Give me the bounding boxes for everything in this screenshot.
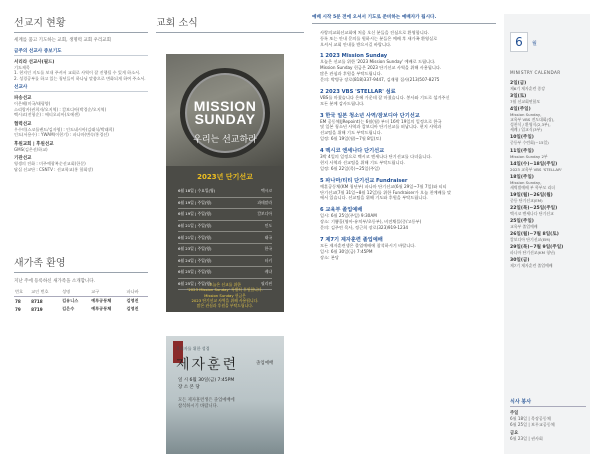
schedule-date: 6월 23일 | 주일(영) (178, 246, 212, 252)
schedule-date: 6월 25일 | 주일(영) (178, 281, 212, 287)
news-item-title: 3 한국 일본 청소년 사역/잠보디아 단기선교 (320, 112, 420, 119)
news-item-line: 장소: 기쁨홀(영아-유치부/초등부), 비전채플(중/고등부) (320, 219, 422, 225)
news-item (320, 147, 496, 172)
welcome-section (14, 254, 148, 313)
table-cell: 김은수 (62, 306, 75, 311)
calendar-event-date: 26일(월)~7월 8일(토) (510, 232, 559, 238)
calendar-event (510, 134, 586, 145)
calendar-event-line: 새벽별예배 부 학부모 리더 (510, 184, 556, 190)
news-item-line: 에서 있습니다. 선교팀을 위해 기도와 후원을 부탁드립니다. (320, 195, 428, 201)
news-item-title: 1 2023 Mission Sunday (320, 53, 388, 60)
mission-block-line: 기도제목 (14, 64, 30, 70)
schedule-place: 멕시코 (260, 188, 272, 194)
poster2-bottom-2: 참석하시기 바랍니다. (178, 404, 219, 410)
schedule-row (178, 232, 272, 244)
calendar-event-date: 29일(목)~7월 9일(주일) (510, 245, 564, 251)
poster-title (166, 100, 284, 126)
schedule-date: 6월 18일 | 수요일(영) (178, 188, 216, 194)
schedule-place: 케냐 (264, 269, 272, 275)
calendar-event (510, 174, 586, 190)
calendar-event-line: 2023 교육부 VBS 'STELLAR' (510, 166, 562, 172)
news-intro-line: 등록 또는 안내 문의를 원하시는 분들은 예배 후 새가족 환영실로 (320, 36, 438, 42)
poster2-bottom-1: 모든 제자훈련생은 졸업예배에 (178, 398, 235, 403)
schedule-row (178, 186, 272, 198)
calendar-event (510, 148, 586, 159)
news-item (320, 236, 496, 261)
welcome-col-header: 교인 번호 (30, 288, 61, 297)
poster-title-line2: SUNDAY (194, 111, 256, 127)
poster2-place: 장 소 본 당 (178, 384, 200, 390)
table-cell: 78 (15, 298, 21, 304)
welcome-col-header: 번호 (14, 288, 30, 297)
calendar-event-line: Mission Sunday, (510, 112, 542, 118)
news-item-line: 현지 사역과 선교팀을 위해 기도 부탁드립니다. (320, 159, 405, 165)
table-cell: 예루공동체 (91, 298, 112, 303)
news-item-line: VBS를 마쳤습니다 은혜 가운데 잘 마쳤습니다. 봉사와 기도로 섬겨주신 (320, 94, 450, 100)
poster2-small: 졸업예배 (256, 361, 274, 366)
schedule-place: 캄보디아 (257, 211, 272, 217)
calendar-events (510, 80, 586, 270)
poster-year: 2023년 단기선교 (197, 173, 253, 181)
table-cell: 79 (15, 306, 21, 312)
meal-groups (510, 410, 586, 442)
mission-block-label: 협력선교 (14, 121, 32, 127)
news-item-line: 예훈공동체(KM 청년부) 파나마 단기선교(6월 29일~7월 7일)와 티티 (320, 183, 447, 189)
calendar-event-line: 멕시코 엔세나다 단기선교 (510, 210, 554, 216)
poster2-info (178, 378, 234, 392)
mission-block-line: 이은혜(미국/태평양) (14, 101, 51, 107)
calendar-event (510, 161, 586, 172)
poster2-bottom (178, 398, 235, 411)
poster-schedule (178, 186, 272, 290)
table-cell: 김영진 (126, 306, 139, 311)
schedule-date: 6월 24일 | 주일(영) (178, 257, 212, 263)
calendar-event-date: 11일(주일) (510, 148, 534, 154)
meal-group-line: 6월 25일 | 보무교공동체 (510, 421, 555, 427)
news-item-line: 모든 제자훈련생은 졸업예배에 참석하시기 바랍니다. (320, 242, 416, 248)
calendar-title: MINISTRY CALENDAR (510, 70, 561, 75)
news-item-line: 선교팀을 위해 기도 부탁드립니다. (320, 130, 382, 136)
table-cell: 8718 (31, 298, 43, 304)
calendar-event-line: 제7기 제자훈련 졸업예배 (510, 263, 553, 269)
welcome-col-header: 파나바 (125, 288, 148, 297)
mission-block-label: 선교사 (14, 84, 148, 92)
news-items (320, 53, 496, 260)
calendar-event-date: 3일(토) (510, 94, 527, 100)
schedule-place: 터키 (264, 257, 272, 263)
month-label: 월 (532, 41, 537, 47)
meal-group-line: 6월 18일 | 목장공동체 (510, 416, 551, 421)
news-intro (320, 30, 496, 48)
welcome-col-header: 성명 (61, 288, 90, 297)
news-item-title: 4 멕시코 엔세나다 단기선교 (320, 148, 385, 155)
news-item-line: 오늘은 선교를 위한 '2023 Mission Sunday' 예배로 드립니다. (320, 59, 436, 65)
news-item (320, 177, 496, 202)
news-item-line: Mission Sunday 헌금은 2023 단기선교 사역을 위해 사용됩니다. (320, 65, 442, 71)
news-column (312, 14, 496, 454)
poster-foot-5: 많은 관심과 후원을 부탁드립니다. (196, 303, 254, 309)
mission-block-line: 영생의 전화 : 미주예광복순선교회(한문) (14, 161, 86, 167)
table-cell: 예루공동체 (91, 306, 112, 311)
poster-footer (166, 282, 284, 309)
meal-service (510, 398, 586, 442)
calendar-event-date: 18일(주일) (510, 174, 534, 180)
schedule-place: 태국 (264, 234, 272, 240)
poster-subtitle: 우리는 선교하라 (193, 135, 257, 145)
welcome-intro: 지난 주에 등록하신 새가족을 소개합니다. (14, 279, 96, 284)
news-item (320, 53, 496, 83)
news-item (320, 88, 496, 107)
calendar-event (510, 218, 586, 229)
calendar-event-line: 세례 / 입교식(3부) (510, 127, 542, 133)
mission-block-line: GMS(김은선/하교) (14, 146, 48, 152)
poster2-title: 제자훈련 (176, 357, 239, 373)
mission-block-line: 스리랑카(권희자/오지역) : 캄보디아(박경순/오지역) (14, 106, 107, 112)
news-item-line: 많은 관심과 후원을 부탁드립니다. (320, 71, 382, 77)
schedule-row (178, 209, 272, 221)
schedule-date: 6월 21일 | 주일(영) (178, 234, 212, 240)
news-item-title: 7 제7기 제자훈련 졸업예배 (320, 236, 383, 243)
calendar-event-date: 4일(주일) (510, 107, 531, 113)
news-item-line: 단기선교(7월 31일~8월 12일)를 위한 Fundraiser가 오늘 친예배를 맞 (320, 189, 452, 195)
poster2-header: 목회자를 위한 성경 (176, 346, 210, 351)
meal-group-line: 6월 23일 | 권사회 (510, 436, 543, 442)
schedule-place: 한국 (264, 246, 272, 252)
schedule-row (178, 198, 272, 210)
schedule-place: 인도 (264, 223, 272, 229)
mission-block-line: 2. 성경공부를 하고 있는 청년들이 하나님 말씀으로 변화되게 하여 주소서. (14, 75, 146, 81)
schedule-date: 6월 25일 | 주일(영) (178, 269, 212, 275)
calendar-event (510, 80, 586, 91)
calendar-event-date: 22일(목)~25일(주일) (510, 205, 558, 211)
news-item (320, 112, 496, 143)
schedule-place: 과테말라 (257, 199, 272, 205)
calendar-event (510, 231, 586, 242)
poster-foot-4: 2023 단기선교 사역을 위해 사용됩니다. (191, 297, 259, 303)
calendar-event-line: 중등부 수련회(~15일) (510, 140, 549, 146)
month-number: 6 (510, 32, 528, 52)
calendar-event-line: Mission Sunday, (510, 179, 542, 185)
calendar-event-date: 30일(금) (510, 258, 530, 264)
news-item-line: 문의: 박병규 장로(818)337-9447, 김재형 집사(213)507-8275 (320, 76, 440, 82)
calendar-event-date: 14일(수)~18일(주일) (510, 161, 558, 167)
calendar-event-line: 제6기 제자훈련 종강 (510, 86, 546, 91)
welcome-title: 새가족 환영 (14, 254, 148, 273)
welcome-table-header (14, 288, 148, 297)
schedule-row (178, 221, 272, 233)
news-item-title: 6 교육부 졸업예배 (320, 207, 363, 214)
schedule-row (178, 256, 272, 268)
poster-title-line1: MISSION (193, 98, 257, 114)
table-cell: 김유니스 (62, 298, 79, 303)
poster-foot-1: 오늘은 선교를 위한 (209, 282, 241, 287)
table-row (14, 297, 148, 306)
news-item-title: 5 파나마/티티 단기선교 Fundraiser (320, 177, 408, 184)
schedule-date: 6월 19일 | 주일(영) (178, 211, 212, 217)
news-item-title: 2 2023 VBS 'STELLAR' 섬료 (320, 88, 396, 95)
news-intro-line: 사랑의교회선교회에 처음 오신 분들을 진심으로 환영합니다. (320, 30, 430, 35)
mission-block-line: 1. 현지인 지도를 보내 주셔서 교회로 사역이 잘 진행될 수 있게 하소서. (14, 70, 141, 76)
calendar-event-date: 19일(월)~26일(월) (510, 192, 553, 198)
calendar-event-line: 중등 단기선교(EM) (510, 197, 543, 203)
news-item-line: EM 공동체(JRepoint)는 6월(월) 부터 16박 19일의 일정으로 한국 (320, 118, 442, 124)
calendar-event (510, 205, 586, 216)
mission-block-label: 서리라 선교사(필드) (14, 59, 55, 65)
calendar-event-line: 캄보디아 단기선교(EM) (510, 237, 551, 243)
mission-block-line: 멕시코(전형순) : 에티오피아(오에센) (14, 112, 80, 118)
calendar-event-line: Mission Sunday 2부 (510, 153, 548, 159)
discipleship-poster (166, 336, 284, 454)
calendar-event-date: 25일(주일) (510, 219, 534, 225)
schedule-date: 6월 21일 | 주일(영) (178, 223, 212, 229)
posters-column (156, 14, 304, 454)
welcome-table (14, 288, 148, 313)
news-item-line: 일정: 6월 19일(월)~7월 8일(토) (320, 136, 382, 142)
missions-column (14, 14, 148, 454)
mission-block-line: 우수미(스코틀랜드/김자영) : 인도네시아(김래식/박래희) (14, 126, 115, 132)
schedule-place: 필리핀 (260, 281, 272, 287)
news-item-line: 일시: 6월 25일(주일) 9:30AM (320, 213, 377, 219)
poster-foot-2: '2023 Mission Sunday' 특별히 후원합니다. (187, 287, 263, 293)
news-item-line: 장소: 본당 (320, 254, 339, 260)
poster-foot-3: Mission Sunday 헌금은 (204, 292, 246, 298)
mission-block-line: 답십 선교단 : CSNTV : 선교학교(홍 합회장) (14, 166, 93, 172)
calendar-event-date: 10일(주일) (510, 135, 534, 141)
news-item-line: 3박 4일의 일정으로 멕시코 엔세나다 단기선교를 다녀옵니다. (320, 154, 432, 160)
calendar-event-line: 교육부 VBS 전도대회(장), (510, 117, 555, 123)
calendar-event (510, 244, 586, 255)
calendar-event-line: 파나마 단기선교(KM 청년) (510, 250, 556, 256)
news-item (320, 206, 496, 231)
table-row (14, 305, 148, 313)
calendar-event (510, 106, 586, 132)
news-item-line: 일시: 6월 30일(금) 7:45PM (320, 248, 373, 254)
table-cell: 김영진 (126, 298, 139, 303)
welcome-table-body (14, 297, 148, 314)
mission-blocks (14, 59, 148, 173)
calendar-event-date: 2일(금) (510, 81, 527, 86)
mission-block-line: 인도(서용수) : YWAM(이현기) : 파나마(변숙/홍경선) (14, 132, 109, 138)
calendar-event-line: 성찬식 / 환영식(2,3부), (510, 122, 551, 128)
news-section-title: 교회 소식 (156, 14, 304, 33)
meal-title: 식사 봉사 (510, 398, 586, 407)
calendar-event-line: 교육부 졸업예배 (510, 224, 538, 230)
news-item-line: 일정: 6월 22일(목)~25일(주일) (320, 165, 380, 171)
welcome-col-header: 교구 (90, 288, 125, 297)
missions-title: 선교지 현황 (14, 14, 148, 33)
news-item-line: 및 일본 청소년 사역과 캄보디아 단기선교를 떠납니다. 현지 사역과 (320, 124, 442, 130)
news-intro-line: 오셔서 교회 안내를 받으시길 바랍니다. (320, 42, 392, 48)
mission-sunday-poster (166, 54, 284, 312)
calendar-event-line: 7월 선교회연합모 (510, 99, 541, 105)
poster2-date: 일 시 6월 30일(금) 7:45PM (178, 378, 235, 383)
mission-block-label: 파송선교 (14, 96, 32, 102)
schedule-date: 6월 19일 | 주일(영) (178, 199, 212, 205)
mission-block-label: 기관선교 (14, 156, 32, 162)
schedule-row (178, 267, 272, 279)
missions-intro: 세계를 품고 기도하는 교회, 생명력 교회 우리교회 (14, 38, 111, 43)
mission-block-label: 후원교회 | 후원선교 (14, 141, 54, 147)
meal-group-label: 금요 (510, 431, 519, 437)
news-item-line: 문의: 김주연 목사, 정근희 장로(323)919-1234 (320, 225, 409, 231)
table-cell: 8719 (31, 306, 43, 312)
worship-note: 예배 시작 5분 전에 오셔서 기도로 준비하는 예배자가 됩시다. (312, 14, 496, 24)
news-item-line: 모든 분께 감사드립니다. (320, 100, 365, 106)
calendar-event (510, 257, 586, 268)
calendar-column (504, 14, 590, 454)
calendar-event (510, 192, 586, 203)
meal-group-label: 주일 (510, 411, 519, 416)
missions-subtitle: 금주의 선교사 중보기도 (14, 48, 148, 56)
calendar-event (510, 93, 586, 104)
schedule-row (178, 244, 272, 256)
